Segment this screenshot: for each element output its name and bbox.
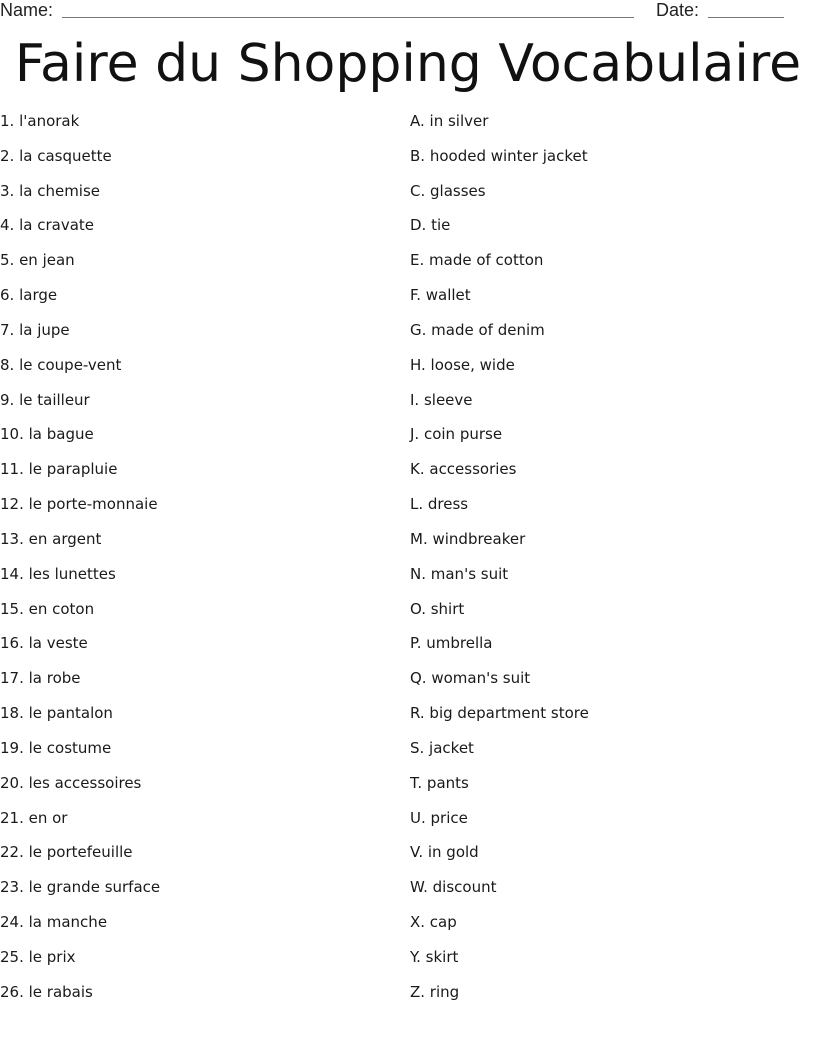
definition-item: N. man's suit	[410, 564, 509, 583]
date-label: Date:	[656, 0, 700, 20]
term-item: 5. en jean	[0, 251, 75, 270]
term-item: 12. le porte-monnaie	[0, 495, 158, 514]
definition-item: Q. woman's suit	[410, 669, 531, 688]
terms-list	[0, 111, 400, 1017]
term-item: 10. la bague	[0, 425, 94, 444]
definition-item: L. dress	[410, 495, 469, 514]
definition-item: V. in gold	[410, 843, 479, 862]
term-item: 17. la robe	[0, 669, 81, 688]
definition-item: U. price	[410, 808, 468, 827]
term-item: 2. la casquette	[0, 146, 112, 165]
definition-item: Y. skirt	[410, 947, 459, 966]
term-item: 18. le pantalon	[0, 704, 113, 723]
term-item: 4. la cravate	[0, 216, 94, 235]
term-item: 1. l'anorak	[0, 112, 80, 130]
term-item: 20. les accessoires	[0, 773, 142, 792]
definition-item: C. glasses	[410, 181, 486, 200]
term-item: 6. large	[0, 286, 58, 305]
term-item: 8. le coupe-vent	[0, 355, 122, 374]
name-label: Name:	[0, 0, 54, 20]
definition-item: P. umbrella	[410, 634, 493, 653]
definitions-list	[410, 111, 810, 1017]
definition-item: F. wallet	[410, 286, 471, 305]
name-blank-line	[62, 17, 634, 18]
definition-item: K. accessories	[410, 460, 517, 479]
term-item: 23. le grande surface	[0, 878, 161, 897]
definition-item: Z. ring	[410, 982, 460, 1001]
term-item: 3. la chemise	[0, 181, 101, 200]
term-item: 7. la jupe	[0, 320, 70, 339]
definition-item: R. big department store	[410, 704, 589, 723]
definition-item: H. loose, wide	[410, 355, 515, 374]
definition-item: A. in silver	[410, 112, 489, 130]
term-item: 19. le costume	[0, 738, 112, 757]
definition-item: T. pants	[410, 773, 469, 792]
term-item: 11. le parapluie	[0, 460, 118, 479]
definition-item: O. shirt	[410, 599, 465, 618]
definition-item: S. jacket	[410, 738, 474, 757]
term-item: 26. le rabais	[0, 982, 93, 1001]
definition-item: E. made of cotton	[410, 251, 544, 270]
definition-item: W. discount	[410, 878, 497, 897]
term-item: 13. en argent	[0, 529, 102, 548]
term-item: 21. en or	[0, 808, 68, 827]
definition-item: X. cap	[410, 913, 457, 932]
definition-item: B. hooded winter jacket	[410, 146, 588, 165]
term-item: 15. en coton	[0, 599, 95, 618]
term-item: 16. la veste	[0, 634, 88, 653]
term-item: 14. les lunettes	[0, 564, 116, 583]
definition-item: I. sleeve	[410, 390, 473, 409]
definition-item: G. made of denim	[410, 320, 545, 339]
term-item: 24. la manche	[0, 913, 108, 932]
definition-item: M. windbreaker	[410, 529, 526, 548]
definition-item: J. coin purse	[410, 425, 503, 444]
definition-item: D. tie	[410, 216, 451, 235]
worksheet-header	[0, 0, 816, 24]
term-item: 22. le portefeuille	[0, 843, 133, 862]
date-blank-line	[708, 17, 784, 18]
page-title: Faire du Shopping Vocabulaire	[14, 34, 802, 94]
term-item: 25. le prix	[0, 947, 76, 966]
term-item: 9. le tailleur	[0, 390, 90, 409]
